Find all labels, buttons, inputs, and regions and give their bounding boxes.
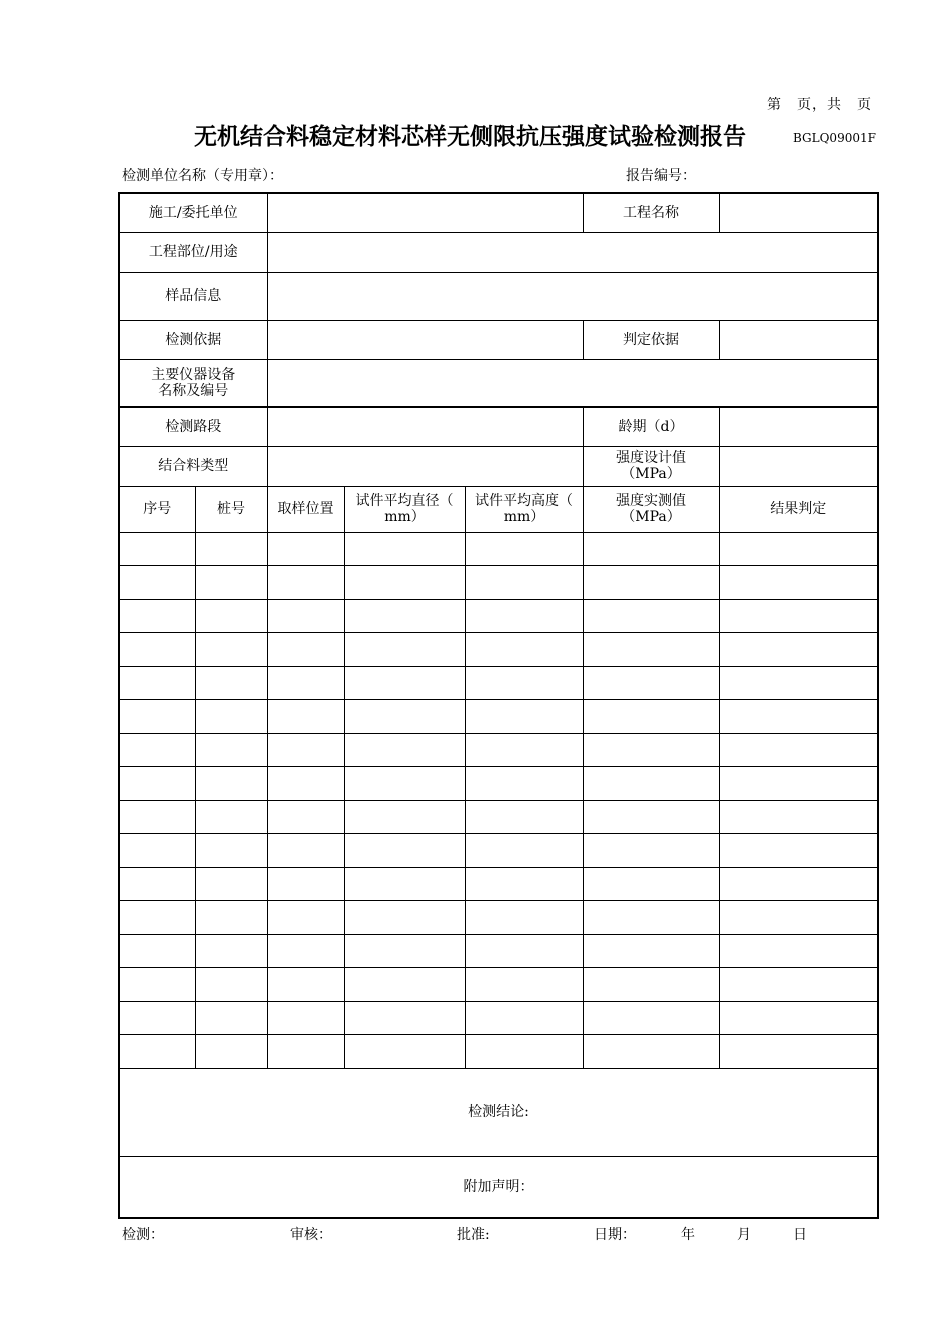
judge-basis-label: 判定依据 bbox=[583, 320, 719, 359]
day-label: 日 bbox=[793, 1227, 807, 1243]
column-header bbox=[267, 486, 344, 532]
table-cell[interactable] bbox=[583, 800, 719, 834]
section-field[interactable] bbox=[267, 407, 583, 446]
form-code: BGLQ09001F bbox=[793, 131, 876, 145]
table-row bbox=[119, 867, 878, 901]
table-cell[interactable] bbox=[267, 532, 344, 566]
column-header-text: 序号 bbox=[143, 501, 172, 517]
table-cell[interactable] bbox=[344, 599, 465, 633]
table-cell[interactable] bbox=[719, 834, 878, 868]
table-cell[interactable] bbox=[344, 767, 465, 801]
table-cell[interactable] bbox=[719, 934, 878, 968]
table-cell[interactable] bbox=[583, 599, 719, 633]
table-cell[interactable] bbox=[344, 834, 465, 868]
column-header bbox=[465, 486, 583, 532]
table-cell[interactable] bbox=[267, 1035, 344, 1069]
judge-basis-field[interactable] bbox=[719, 320, 878, 359]
table-row bbox=[119, 532, 878, 566]
table-cell[interactable] bbox=[119, 599, 195, 633]
table-cell[interactable] bbox=[119, 834, 195, 868]
info-row-section bbox=[119, 407, 878, 446]
table-cell[interactable] bbox=[195, 733, 267, 767]
project-name-field[interactable] bbox=[719, 193, 878, 232]
reviewer-label: 审核： bbox=[290, 1227, 332, 1243]
table-cell[interactable] bbox=[195, 566, 267, 600]
table-cell[interactable] bbox=[344, 1001, 465, 1035]
table-cell[interactable] bbox=[119, 700, 195, 734]
table-cell[interactable] bbox=[465, 599, 583, 633]
table-cell[interactable] bbox=[465, 733, 583, 767]
table-cell[interactable] bbox=[583, 566, 719, 600]
table-cell[interactable] bbox=[119, 1035, 195, 1069]
table-cell[interactable] bbox=[465, 867, 583, 901]
table-cell[interactable] bbox=[719, 867, 878, 901]
table-cell[interactable] bbox=[119, 1001, 195, 1035]
table-cell[interactable] bbox=[344, 566, 465, 600]
table-cell[interactable] bbox=[119, 532, 195, 566]
table-cell[interactable] bbox=[119, 566, 195, 600]
table-row bbox=[119, 633, 878, 667]
age-field[interactable] bbox=[719, 407, 878, 446]
table-cell[interactable] bbox=[719, 767, 878, 801]
column-header bbox=[344, 486, 465, 532]
table-cell[interactable] bbox=[465, 800, 583, 834]
table-cell[interactable] bbox=[195, 532, 267, 566]
column-header bbox=[583, 486, 719, 532]
equipment-label bbox=[119, 359, 267, 407]
conclusion-row bbox=[119, 1068, 878, 1156]
table-cell[interactable] bbox=[119, 968, 195, 1002]
column-header bbox=[719, 486, 878, 532]
column-header-row bbox=[119, 486, 878, 532]
conclusion-field[interactable] bbox=[119, 1068, 878, 1156]
table-cell[interactable] bbox=[267, 901, 344, 935]
part-field[interactable] bbox=[267, 232, 878, 272]
table-cell[interactable] bbox=[119, 733, 195, 767]
table-row bbox=[119, 1035, 878, 1069]
table-cell[interactable] bbox=[195, 934, 267, 968]
info-row-part bbox=[119, 232, 878, 272]
table-cell[interactable] bbox=[719, 1001, 878, 1035]
table-cell[interactable] bbox=[267, 733, 344, 767]
table-cell[interactable] bbox=[719, 700, 878, 734]
basis-field[interactable] bbox=[267, 320, 583, 359]
statement-field[interactable] bbox=[119, 1156, 878, 1218]
report-number-label: 报告编号： bbox=[626, 168, 696, 184]
month-label: 月 bbox=[737, 1227, 751, 1243]
table-row bbox=[119, 599, 878, 633]
table-cell[interactable] bbox=[195, 599, 267, 633]
part-label: 工程部位/用途 bbox=[119, 232, 267, 272]
table-cell[interactable] bbox=[719, 901, 878, 935]
equipment-label-line1: 主要仪器设备 bbox=[151, 366, 236, 383]
design-strength-label bbox=[583, 446, 719, 486]
table-cell[interactable] bbox=[119, 633, 195, 667]
sample-field[interactable] bbox=[267, 272, 878, 320]
binder-type-field[interactable] bbox=[267, 446, 583, 486]
table-cell[interactable] bbox=[267, 566, 344, 600]
approver-label: 批准: bbox=[457, 1227, 490, 1243]
table-cell[interactable] bbox=[583, 1001, 719, 1035]
table-row bbox=[119, 934, 878, 968]
table-cell[interactable] bbox=[267, 599, 344, 633]
table-cell[interactable] bbox=[465, 934, 583, 968]
column-header-subtext: mm） bbox=[384, 509, 425, 525]
table-cell[interactable] bbox=[344, 867, 465, 901]
table-row bbox=[119, 700, 878, 734]
table-row bbox=[119, 901, 878, 935]
table-cell[interactable] bbox=[719, 633, 878, 667]
table-cell[interactable] bbox=[344, 800, 465, 834]
table-cell[interactable] bbox=[195, 834, 267, 868]
table-cell[interactable] bbox=[344, 1035, 465, 1069]
design-strength-label-line2: （MPa） bbox=[621, 466, 681, 482]
table-cell[interactable] bbox=[267, 834, 344, 868]
table-cell[interactable] bbox=[195, 901, 267, 935]
info-row-binder bbox=[119, 446, 878, 486]
tester-label: 检测： bbox=[122, 1227, 164, 1243]
table-cell[interactable] bbox=[583, 733, 719, 767]
table-cell[interactable] bbox=[583, 867, 719, 901]
table-cell[interactable] bbox=[267, 1001, 344, 1035]
table-cell[interactable] bbox=[267, 633, 344, 667]
testing-unit-label: 检测单位名称（专用章）： bbox=[122, 168, 283, 184]
table-cell[interactable] bbox=[119, 934, 195, 968]
table-cell[interactable] bbox=[344, 532, 465, 566]
table-cell[interactable] bbox=[719, 666, 878, 700]
column-header-text: 强度实测值 bbox=[616, 493, 687, 509]
table-cell[interactable] bbox=[195, 700, 267, 734]
section-label: 检测路段 bbox=[119, 407, 267, 446]
table-cell[interactable] bbox=[195, 666, 267, 700]
statement-label: 附加声明： bbox=[463, 1178, 534, 1195]
binder-type-label: 结合料类型 bbox=[119, 446, 267, 486]
table-cell[interactable] bbox=[583, 1035, 719, 1069]
table-cell[interactable] bbox=[719, 733, 878, 767]
equipment-label-line2: 名称及编号 bbox=[158, 382, 229, 399]
conclusion-label: 检测结论: bbox=[468, 1104, 529, 1120]
age-label: 龄期（d） bbox=[583, 407, 719, 446]
data-rows bbox=[119, 532, 878, 1068]
column-header-subtext: mm） bbox=[503, 509, 545, 525]
table-cell[interactable] bbox=[195, 968, 267, 1002]
table-cell[interactable] bbox=[465, 834, 583, 868]
table-cell[interactable] bbox=[465, 767, 583, 801]
table-cell[interactable] bbox=[267, 934, 344, 968]
table-cell[interactable] bbox=[583, 968, 719, 1002]
table-cell[interactable] bbox=[465, 633, 583, 667]
year-label: 年 bbox=[681, 1227, 695, 1243]
table-cell[interactable] bbox=[195, 633, 267, 667]
table-row bbox=[119, 566, 878, 600]
sample-label: 样品信息 bbox=[119, 272, 267, 320]
equipment-field[interactable] bbox=[267, 359, 878, 407]
table-cell[interactable] bbox=[465, 532, 583, 566]
table-cell[interactable] bbox=[719, 599, 878, 633]
table-cell[interactable] bbox=[195, 767, 267, 801]
table-cell[interactable] bbox=[195, 867, 267, 901]
table-cell[interactable] bbox=[583, 934, 719, 968]
report-title: 无机结合料稳定材料芯样无侧限抗压强度试验检测报告 bbox=[194, 124, 746, 150]
column-header-subtext: （MPa） bbox=[621, 509, 681, 525]
table-cell[interactable] bbox=[119, 867, 195, 901]
table-cell[interactable] bbox=[465, 901, 583, 935]
table-cell[interactable] bbox=[344, 666, 465, 700]
column-header-text: 结果判定 bbox=[770, 501, 827, 517]
table-cell[interactable] bbox=[583, 767, 719, 801]
table-cell[interactable] bbox=[195, 1035, 267, 1069]
table-cell[interactable] bbox=[465, 666, 583, 700]
table-cell[interactable] bbox=[119, 901, 195, 935]
table-row bbox=[119, 800, 878, 834]
report-table bbox=[118, 192, 879, 1219]
design-strength-label-line1: 强度设计值 bbox=[616, 450, 687, 466]
table-row bbox=[119, 767, 878, 801]
table-cell[interactable] bbox=[344, 700, 465, 734]
column-header-text: 试件平均直径（ bbox=[355, 493, 454, 509]
column-header bbox=[195, 486, 267, 532]
table-cell[interactable] bbox=[344, 968, 465, 1002]
table-cell[interactable] bbox=[267, 800, 344, 834]
info-row-client bbox=[119, 193, 878, 232]
table-cell[interactable] bbox=[119, 767, 195, 801]
table-cell[interactable] bbox=[719, 1035, 878, 1069]
table-cell[interactable] bbox=[267, 767, 344, 801]
table-cell[interactable] bbox=[583, 532, 719, 566]
table-cell[interactable] bbox=[344, 733, 465, 767]
table-row bbox=[119, 733, 878, 767]
table-row bbox=[119, 834, 878, 868]
column-header-text: 桩号 bbox=[217, 501, 245, 517]
table-cell[interactable] bbox=[465, 566, 583, 600]
basis-label: 检测依据 bbox=[119, 320, 267, 359]
info-row-basis bbox=[119, 320, 878, 359]
table-cell[interactable] bbox=[267, 700, 344, 734]
client-field[interactable] bbox=[267, 193, 583, 232]
table-cell[interactable] bbox=[583, 901, 719, 935]
table-cell[interactable] bbox=[583, 700, 719, 734]
table-cell[interactable] bbox=[719, 800, 878, 834]
info-row-sample bbox=[119, 272, 878, 320]
column-header bbox=[119, 486, 195, 532]
design-strength-field[interactable] bbox=[719, 446, 878, 486]
date-label: 日期： bbox=[594, 1227, 636, 1243]
statement-row bbox=[119, 1156, 878, 1218]
table-cell[interactable] bbox=[344, 934, 465, 968]
table-cell[interactable] bbox=[583, 633, 719, 667]
table-cell[interactable] bbox=[583, 834, 719, 868]
table-cell[interactable] bbox=[267, 666, 344, 700]
table-cell[interactable] bbox=[195, 1001, 267, 1035]
info-row-equipment bbox=[119, 359, 878, 407]
project-name-label: 工程名称 bbox=[583, 193, 719, 232]
table-cell[interactable] bbox=[719, 532, 878, 566]
table-cell[interactable] bbox=[344, 901, 465, 935]
table-row bbox=[119, 968, 878, 1002]
table-cell[interactable] bbox=[583, 666, 719, 700]
table-cell[interactable] bbox=[267, 968, 344, 1002]
table-cell[interactable] bbox=[465, 968, 583, 1002]
table-cell[interactable] bbox=[465, 1035, 583, 1069]
client-label: 施工/委托单位 bbox=[119, 193, 267, 232]
table-cell[interactable] bbox=[719, 968, 878, 1002]
table-cell[interactable] bbox=[719, 566, 878, 600]
table-cell[interactable] bbox=[119, 800, 195, 834]
column-header-text: 试件平均高度（ bbox=[475, 493, 574, 509]
table-row bbox=[119, 1001, 878, 1035]
table-cell[interactable] bbox=[465, 1001, 583, 1035]
column-header-text: 取样位置 bbox=[277, 501, 334, 517]
table-cell[interactable] bbox=[465, 700, 583, 734]
table-cell[interactable] bbox=[267, 867, 344, 901]
table-cell[interactable] bbox=[195, 800, 267, 834]
page-indicator: 第 页，共 页 bbox=[767, 97, 872, 113]
table-cell[interactable] bbox=[344, 633, 465, 667]
table-cell[interactable] bbox=[119, 666, 195, 700]
table-row bbox=[119, 666, 878, 700]
